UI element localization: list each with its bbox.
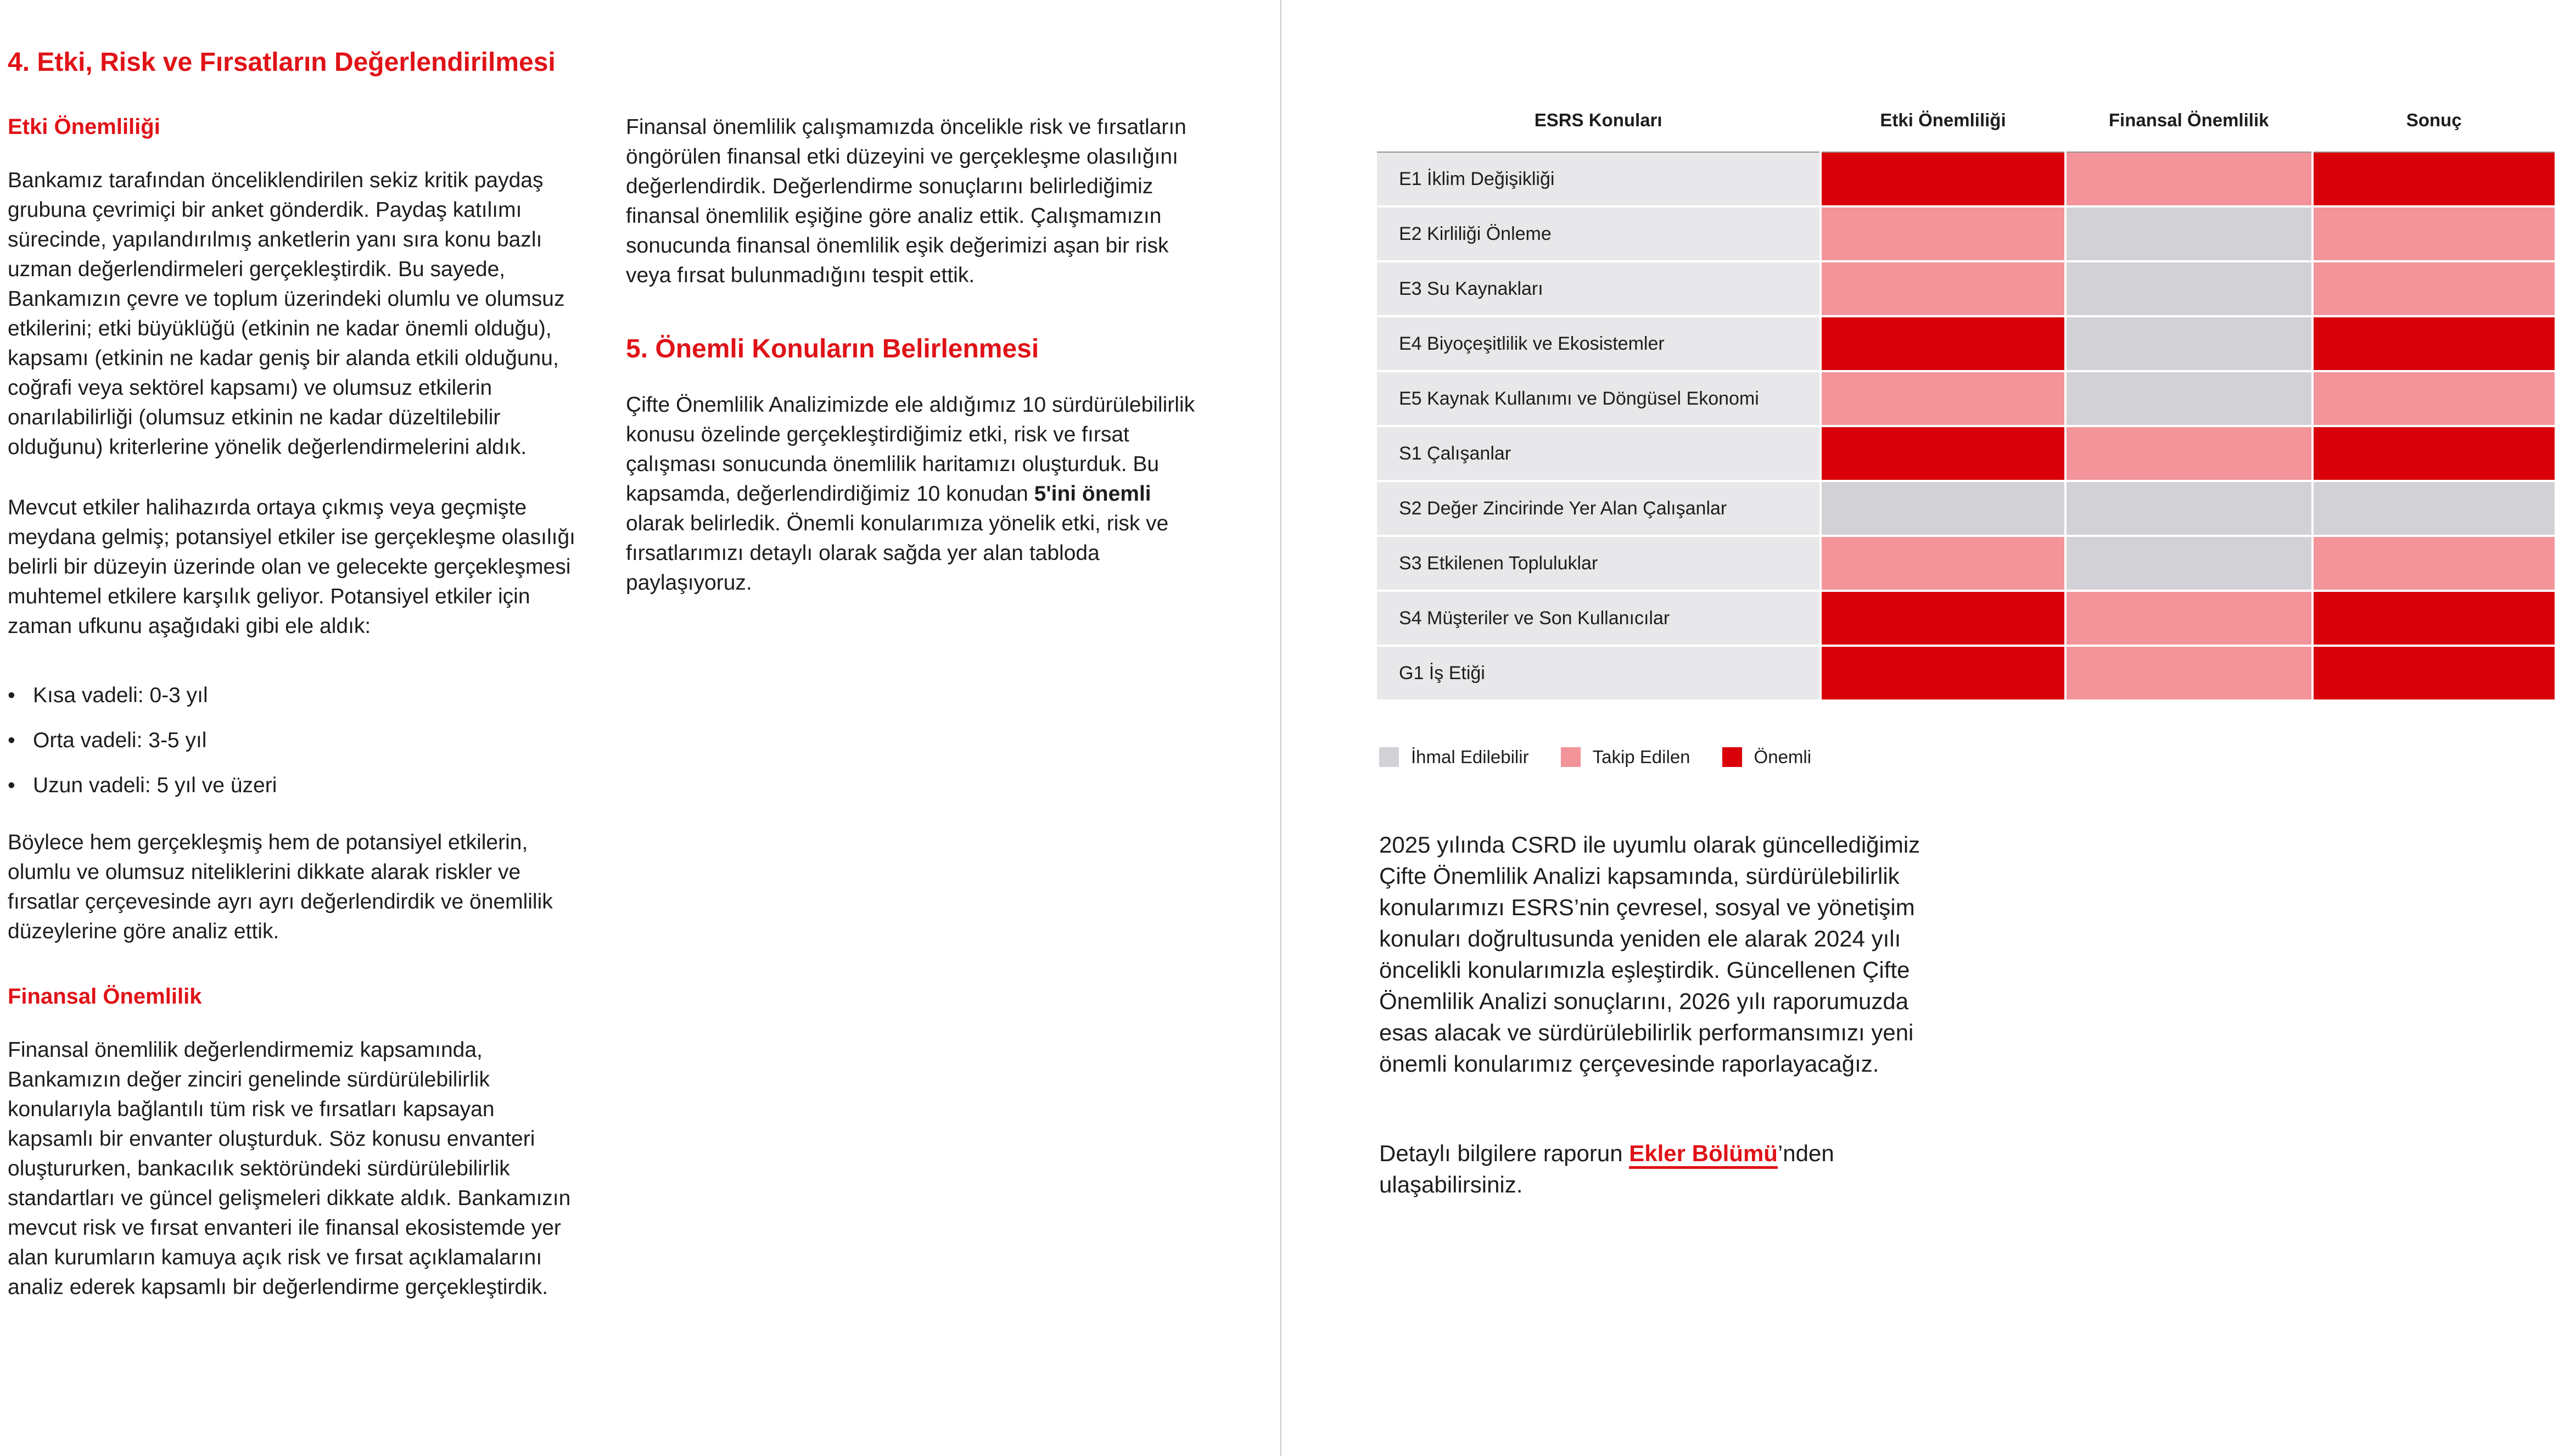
- table-row: [1377, 427, 2555, 480]
- result-cell: [2314, 152, 2555, 205]
- result-cell: [2314, 262, 2555, 315]
- section5-paragraph-post: olarak belirledik. Önemli konularımıza yönelik etki, risk ve fırsatlarımızı detaylı olarak sağda yer alan tabloda paylaşıyoruz.: [626, 512, 1169, 595]
- result-cell: [2314, 317, 2555, 370]
- table-row: [1377, 482, 2555, 535]
- table-row: [1377, 262, 2555, 315]
- table-row: [1377, 537, 2555, 590]
- financial-paragraph-2: Finansal önemlilik çalışmamızda öncelikle risk ve fırsatların öngörülen finansal etki düzeyini ve gerçekleşme olasılığını değerlendirdik. Değerlendirme sonuçlarını belirlediğimiz finansal önemlilik eşiğine göre analiz ettik. Çalışmamızın sonucunda finansal önemlilik eşik değerimizi aşan bir risk veya fırsat bulunmadığını tespit ettik.: [626, 115, 1186, 287]
- section5-paragraph: [626, 390, 1203, 598]
- table-row: [1377, 647, 2555, 699]
- result-cell: [2314, 427, 2555, 480]
- details-paragraph: [1379, 1138, 1934, 1200]
- list-item: [8, 771, 583, 800]
- impact-cell: [1822, 592, 2064, 645]
- table-row: [1377, 152, 2555, 205]
- impact-cell: [1822, 317, 2064, 370]
- legend-label: Takip Edilen: [1592, 747, 1690, 767]
- result-cell: [2314, 482, 2555, 535]
- financial-cell: [2067, 427, 2311, 480]
- impact-cell: [1822, 427, 2064, 480]
- header-esrs-topics: ESRS Konuları: [1534, 110, 1662, 130]
- section5-title: 5. Önemli Konuların Belirlenmesi: [626, 334, 1039, 363]
- impact-paragraph-1: Bankamız tarafından önceliklendirilen sekiz kritik paydaş grubuna çevrimiçi bir anket gönderdik. Paydaş katılımı sürecinde, yapılandırılmış anketlerin yanı sıra konu bazlı uzman değerlendirmeleri gerçekleştirdik. Bu sayede, Bankamızın çevre ve toplum üzerindeki olumlu ve olumsuz etkilerini; etki büyüklüğü (etkinin ne kadar önemli olduğu), kapsamı (etkinin ne kadar geniş bir alanda etkili olduğunu, coğrafi veya sektörel kapsamı) ve olumsuz etkilerin onarılabilirliği (olumsuz etkinin ne kadar düzeltilebilir olduğunu) kriterlerine yönelik değerlendirmelerini aldık.: [8, 169, 565, 459]
- table-row: [1377, 372, 2555, 425]
- result-cell: [2314, 647, 2555, 699]
- topic-label: E2 Kirliliği Önleme: [1377, 208, 1819, 260]
- table-row: [1377, 317, 2555, 370]
- impact-cell: [1822, 372, 2064, 425]
- left-column: [8, 46, 583, 1333]
- topic-label: E5 Kaynak Kullanımı ve Döngüsel Ekonomi: [1377, 372, 1819, 425]
- result-cell: [2314, 208, 2555, 260]
- result-cell: [2314, 537, 2555, 590]
- topic-label: E1 İklim Değişikliği: [1377, 152, 1819, 205]
- list-item-text: Kısa vadeli: 0-3 yıl: [33, 684, 208, 707]
- impact-paragraph-2: Mevcut etkiler halihazırda ortaya çıkmış veya geçmişte meydana gelmiş; potansiyel etkiler ise gerçekleşme olasılığı belirli bir düzeyin üzerinde olan ve gelecekte gerçekleşmesi muhtemel etkilere karşılık geliyor. Potansiyel etkiler için zaman ufkunu aşağıdaki gibi ele aldık:: [8, 496, 575, 638]
- table-row: [1377, 208, 2555, 260]
- topic-label: E4 Biyoçeşitlilik ve Ekosistemler: [1377, 317, 1819, 370]
- legend-item-ihmal: [1379, 747, 1529, 768]
- impact-cell: [1822, 537, 2064, 590]
- section5-paragraph-pre: Çifte Önemlilik Analizimizde ele aldığımız 10 sürdürülebilirlik konusu özelinde gerçekleştirdiğimiz etki, risk ve fırsat çalışması sonucunda önemlilik haritamızı oluşturduk. Bu kapsamda, değerlendirdiğimiz 10 konudan: [626, 393, 1195, 506]
- list-item-text: Orta vadeli: 3-5 yıl: [33, 729, 207, 752]
- materiality-table: [1375, 108, 2557, 702]
- impact-cell: [1822, 208, 2064, 260]
- right-column: [1377, 108, 2559, 1200]
- financial-cell: [2067, 482, 2311, 535]
- details-paragraph-pre: Detaylı bilgilere raporun: [1379, 1140, 1630, 1166]
- legend-swatch-ihmal: [1379, 747, 1399, 767]
- table-row: [1377, 592, 2555, 645]
- impact-materiality-heading: Etki Önemliliği: [8, 115, 160, 139]
- csrd-update-paragraph: 2025 yılında CSRD ile uyumlu olarak güncellediğimiz Çifte Önemlilik Analizi kapsamında, sürdürülebilirlik konularımızı ESRS’nin çevresel, sosyal ve yönetişim konuları doğrultusunda yeniden ele alarak 2024 yılı öncelikli konularımızla eşleştirdik. Güncellenen Çifte Önemlilik Analizi sonuçlarını, 2026 yılı raporumuzda esas alacak ve sürdürülebilirlik performansımızı yeni önemli konularımız çerçevesinde raporlayacağız.: [1379, 832, 1920, 1077]
- financial-cell: [2067, 208, 2311, 260]
- impact-cell: [1822, 647, 2064, 699]
- topic-label: S3 Etkilenen Topluluklar: [1377, 537, 1819, 590]
- legend-item-takip: [1561, 747, 1690, 768]
- materiality-legend: [1379, 747, 2559, 768]
- bullet-icon: •: [8, 774, 15, 797]
- bullet-icon: •: [8, 729, 15, 752]
- topic-label: E3 Su Kaynakları: [1377, 262, 1819, 315]
- financial-cell: [2067, 592, 2311, 645]
- result-cell: [2314, 372, 2555, 425]
- topic-label: S1 Çalışanlar: [1377, 427, 1819, 480]
- header-result: Sonuç: [2406, 110, 2462, 130]
- impact-cell: [1822, 482, 2064, 535]
- legend-label: Önemli: [1754, 747, 1812, 767]
- ekler-bolumu-link[interactable]: Ekler Bölümü: [1629, 1140, 1778, 1169]
- header-impact-materiality: Etki Önemliliği: [1880, 110, 2006, 130]
- time-horizon-list: [8, 681, 583, 800]
- impact-paragraph-3: Böylece hem gerçekleşmiş hem de potansiyel etkilerin, olumlu ve olumsuz niteliklerini dikkate alarak riskler ve fırsatlar çerçevesinde ayrı ayrı değerlendirdik ve önemlilik düzeylerine göre analiz ettik.: [8, 831, 553, 943]
- financial-cell: [2067, 372, 2311, 425]
- details-paragraph-post: ’nden ulaşabilirsiniz.: [1379, 1140, 1834, 1197]
- impact-cell: [1822, 152, 2064, 205]
- impact-cell: [1822, 262, 2064, 315]
- topic-label: S2 Değer Zincirinde Yer Alan Çalışanlar: [1377, 482, 1819, 535]
- financial-cell: [2067, 262, 2311, 315]
- result-cell: [2314, 592, 2555, 645]
- financial-cell: [2067, 647, 2311, 699]
- header-financial-materiality: Finansal Önemlilik: [2108, 110, 2269, 130]
- section4-title: 4. Etki, Risk ve Fırsatların Değerlendirilmesi: [8, 48, 556, 77]
- financial-paragraph-1: Finansal önemlilik değerlendirmemiz kapsamında, Bankamızın değer zinciri genelinde sürdürülebilirlik konularıyla bağlantılı tüm risk ve fırsatları kapsayan kapsamlı bir envanter oluşturduk. Söz konusu envanteri oluştururken, bankacılık sektöründeki sürdürülebilirlik standartları ve güncel gelişmeleri dikkate aldık. Bankamızın mevcut risk ve fırsat envanteri ile finansal ekosistemde yer alan kurumların kamuya açık risk ve fırsat açıklamalarını analiz ederek kapsamlı bir değerlendirme gerçekleştirdik.: [8, 1038, 571, 1299]
- column-divider: [1280, 0, 1281, 1456]
- legend-item-onemli: [1722, 747, 1812, 768]
- table-header-row: [1377, 110, 2555, 149]
- financial-materiality-heading: Finansal Önemlilik: [8, 984, 202, 1009]
- five-important-bold: 5'ini önemli: [1034, 482, 1151, 506]
- list-item: [8, 681, 583, 710]
- topic-label: G1 İş Etiği: [1377, 647, 1819, 699]
- list-item-text: Uzun vadeli: 5 yıl ve üzeri: [33, 774, 277, 797]
- bullet-icon: •: [8, 684, 15, 707]
- topic-label: S4 Müşteriler ve Son Kullanıcılar: [1377, 592, 1819, 645]
- legend-swatch-onemli: [1722, 747, 1742, 767]
- financial-cell: [2067, 317, 2311, 370]
- legend-swatch-takip: [1561, 747, 1581, 767]
- list-item: [8, 726, 583, 755]
- financial-cell: [2067, 537, 2311, 590]
- middle-column: [626, 113, 1203, 629]
- legend-label: İhmal Edilebilir: [1411, 747, 1529, 767]
- financial-cell: [2067, 152, 2311, 205]
